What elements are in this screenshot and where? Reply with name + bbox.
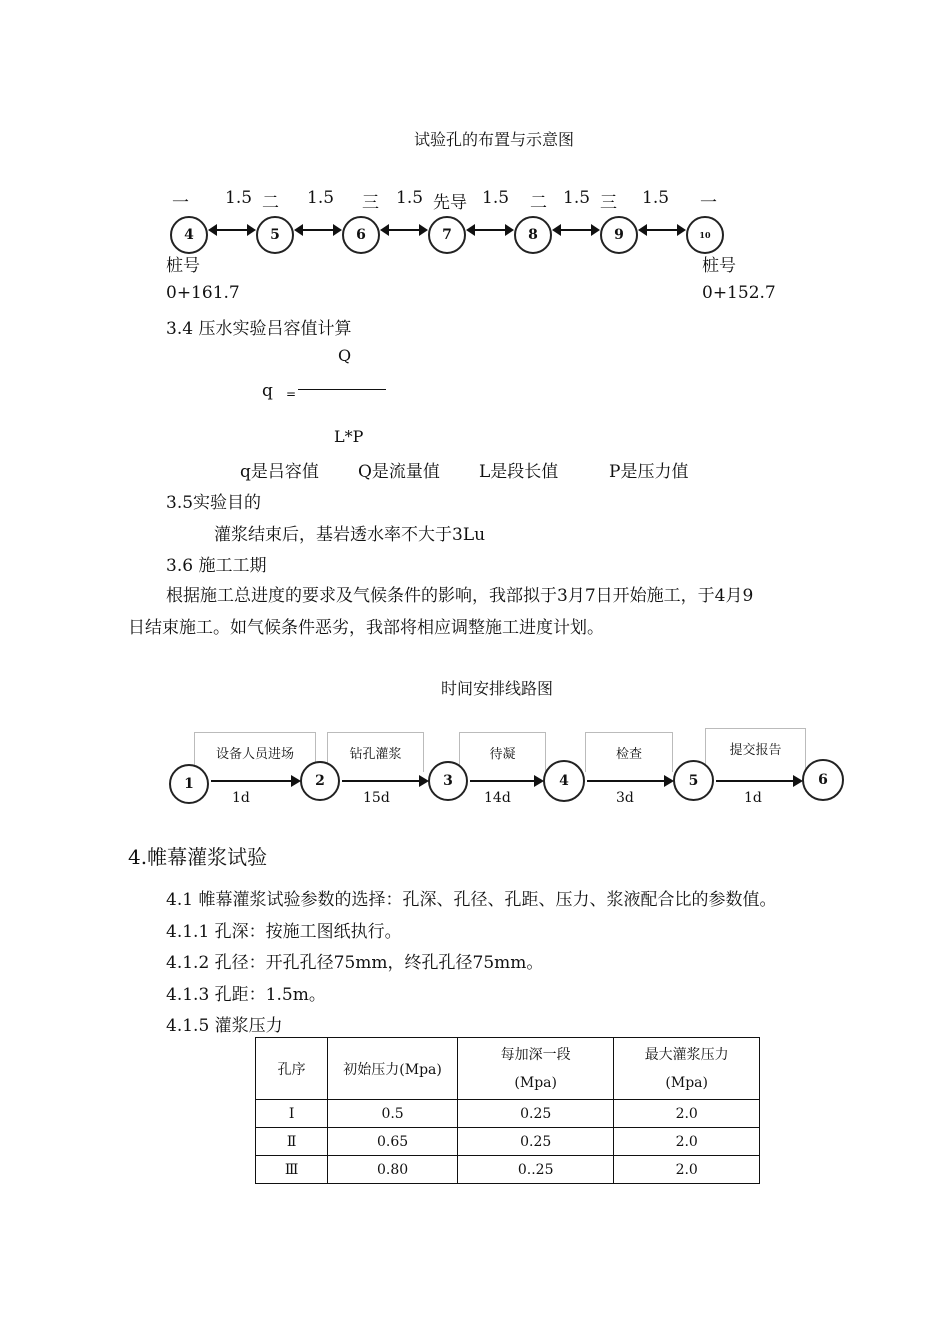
table-header-row — [256, 1038, 760, 1100]
formula-numerator: Q — [338, 346, 352, 365]
hole-layout-title: 试验孔的布置与示意图 — [414, 130, 575, 149]
paragraph: 4.1.1 孔深：按施工图纸执行。 — [166, 922, 402, 942]
hole-top-label: 二 — [530, 193, 547, 213]
step-box: 待凝 — [459, 732, 546, 772]
table-row — [256, 1100, 760, 1128]
hole-top-label: 二 — [262, 193, 279, 213]
hole-marker: 7 — [428, 216, 466, 254]
schedule-title: 时间安排线路图 — [441, 679, 554, 698]
double-arrow-icon — [468, 229, 512, 231]
schedule-node: 1 — [169, 764, 209, 804]
header-line: 每加深一段 — [500, 1046, 571, 1063]
chapter-heading: 4.帷幕灌浆试验 — [128, 845, 268, 869]
spacing-label: 1.5 — [563, 188, 591, 208]
table-cell: Ⅱ — [256, 1128, 328, 1156]
table-cell: 0.80 — [328, 1156, 458, 1184]
table-cell: 0.25 — [457, 1100, 613, 1128]
double-arrow-icon — [640, 229, 684, 231]
section-heading: 3.6 施工工期 — [166, 556, 267, 576]
paragraph: 日结束施工。如气候条件恶劣，我部将相应调整施工进度计划。 — [128, 618, 604, 638]
step-box: 检查 — [585, 732, 673, 772]
section-heading: 3.5实验目的 — [166, 493, 262, 513]
paragraph: 灌浆结束后，基岩透水率不大于3Lu — [214, 525, 486, 545]
double-arrow-icon — [210, 229, 254, 231]
table-cell: 0.5 — [328, 1100, 458, 1128]
arrow-right-icon — [716, 780, 801, 782]
hole-marker: 8 — [514, 216, 552, 254]
step-duration: 3d — [616, 790, 634, 806]
table-header-cell — [614, 1038, 760, 1100]
double-arrow-icon — [296, 229, 340, 231]
schedule-node: 4 — [543, 760, 585, 802]
paragraph: 4.1.5 灌浆压力 — [166, 1016, 283, 1036]
hole-marker: 9 — [600, 216, 638, 254]
step-duration: 1d — [744, 790, 762, 806]
step-box: 设备人员进场 — [194, 732, 316, 772]
spacing-label: 1.5 — [482, 188, 510, 208]
schedule-node: 6 — [802, 759, 844, 801]
table-cell: 0.25 — [457, 1128, 613, 1156]
spacing-label: 1.5 — [396, 188, 424, 208]
table-cell: Ⅰ — [256, 1100, 328, 1128]
station-label-left: 桩号 — [166, 256, 200, 276]
paragraph: 根据施工总进度的要求及气候条件的影响，我部拟于3月7日开始施工，于4月9 — [166, 586, 754, 606]
schedule-node: 5 — [673, 760, 714, 801]
formula-equals: = — [286, 387, 297, 401]
spacing-label: 1.5 — [225, 188, 253, 208]
schedule-node: 2 — [300, 761, 340, 801]
table-row — [256, 1128, 760, 1156]
table-cell: 2.0 — [614, 1128, 760, 1156]
paragraph: 4.1 帷幕灌浆试验参数的选择：孔深、孔径、孔距、压力、浆液配合比的参数值。 — [166, 890, 777, 910]
table-cell: 0.65 — [328, 1128, 458, 1156]
arrow-right-icon — [587, 780, 672, 782]
step-box: 提交报告 — [705, 728, 806, 768]
formula-lhs: q — [262, 381, 273, 401]
table-cell: Ⅲ — [256, 1156, 328, 1184]
table-cell: 0..25 — [457, 1156, 613, 1184]
hole-top-label: 三 — [362, 193, 379, 213]
header-line: 最大灌浆压力 — [644, 1046, 729, 1063]
schedule-node: 3 — [428, 761, 468, 801]
table-header-cell — [457, 1038, 613, 1100]
table-row — [256, 1156, 760, 1184]
hole-marker: 4 — [170, 216, 208, 254]
formula-legend-item: P是压力值 — [609, 462, 689, 482]
step-duration: 15d — [363, 790, 390, 806]
arrow-right-icon — [211, 780, 299, 782]
hole-top-label: 一 — [172, 193, 189, 213]
header-line: (Mpa) — [514, 1074, 557, 1091]
pressure-table — [255, 1037, 760, 1184]
fraction-line — [298, 389, 386, 390]
table-header-cell: 初始压力(Mpa) — [328, 1038, 458, 1100]
table-cell: 2.0 — [614, 1100, 760, 1128]
formula-legend-item: q是吕容值 — [240, 462, 319, 482]
formula-legend-item: L是段长值 — [479, 462, 559, 482]
hole-marker: 6 — [342, 216, 380, 254]
table-header-cell: 孔序 — [256, 1038, 328, 1100]
arrow-right-icon — [470, 780, 542, 782]
spacing-label: 1.5 — [307, 188, 335, 208]
section-heading: 3.4 压水实验吕容值计算 — [166, 319, 352, 339]
spacing-label: 1.5 — [642, 188, 670, 208]
hole-marker: 5 — [256, 216, 294, 254]
hole-top-label: 一 — [700, 193, 717, 213]
formula-legend-item: Q是流量值 — [358, 462, 440, 482]
station-label-right: 桩号 — [702, 256, 736, 276]
double-arrow-icon — [382, 229, 426, 231]
station-value-left: 0+161.7 — [166, 283, 240, 303]
paragraph: 4.1.3 孔距：1.5m。 — [166, 985, 326, 1005]
table-cell: 2.0 — [614, 1156, 760, 1184]
formula-denominator: L*P — [334, 427, 364, 446]
hole-top-label: 三 — [600, 193, 617, 213]
step-box: 钻孔灌浆 — [327, 732, 424, 772]
arrow-right-icon — [342, 780, 427, 782]
step-duration: 14d — [484, 790, 511, 806]
header-line: (Mpa) — [665, 1074, 708, 1091]
paragraph: 4.1.2 孔径：开孔孔径75mm，终孔孔径75mm。 — [166, 953, 544, 973]
hole-marker: 10 — [686, 216, 724, 254]
step-duration: 1d — [232, 790, 250, 806]
hole-top-label: 先导 — [433, 193, 467, 213]
double-arrow-icon — [554, 229, 598, 231]
station-value-right: 0+152.7 — [702, 283, 776, 303]
